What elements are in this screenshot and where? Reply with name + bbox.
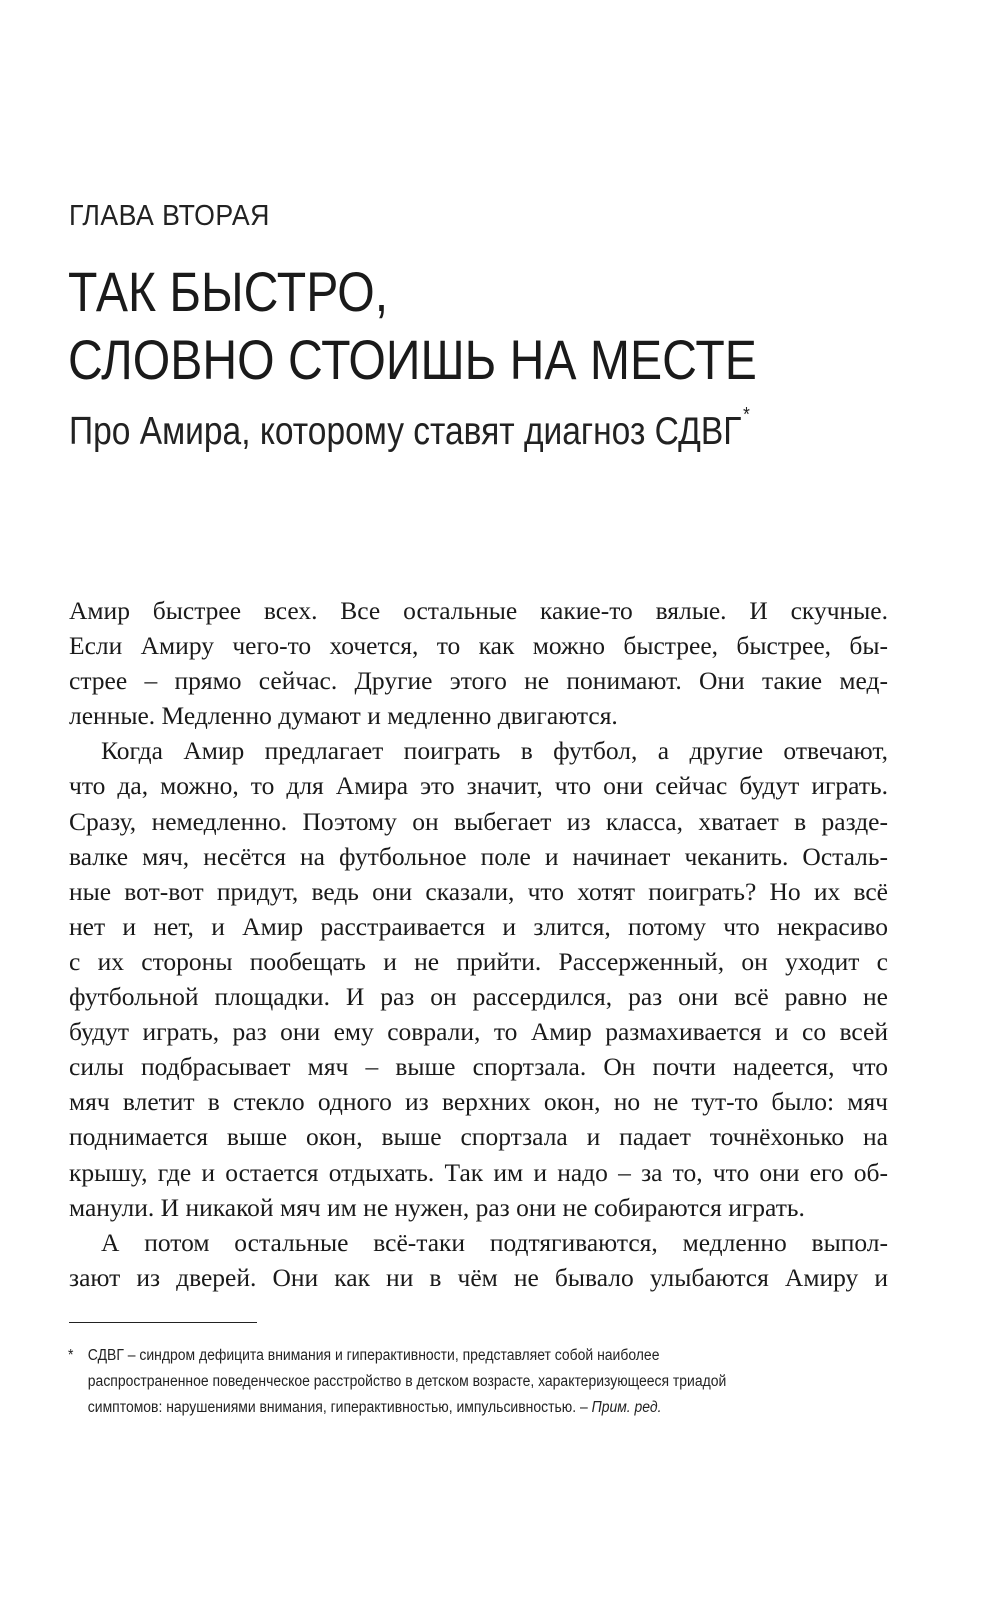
body-line: силы подбрасывает мяч – выше спортзала. Он почти надеется, что	[69, 1052, 888, 1082]
body-line: крышу, где и остается отдыхать. Так им и надо – за то, что они его об-	[69, 1157, 888, 1187]
chapter-subtitle	[69, 404, 750, 454]
body-text	[69, 593, 888, 1295]
chapter-label: ГЛАВА ВТОРАЯ	[69, 200, 270, 232]
body-line: Когда Амир предлагает поиграть в футбол, а другие отвечают,	[101, 736, 888, 766]
body-line: ные вот-вот придут, ведь они сказали, что хотят поиграть? Но их всё	[69, 876, 888, 906]
body-line: с их стороны пообещать и не прийти. Рассерженный, он уходит с	[69, 946, 888, 976]
chapter-title-line: ТАК БЫСТРО,	[68, 260, 389, 323]
footnote-text: СДВГ – синдром дефицита внимания и гиперактивности, представляет собой наиболее	[87, 1347, 660, 1364]
body-line: что да, можно, то для Амира это значит, что они сейчас будут играть.	[69, 771, 888, 801]
footnote	[68, 1343, 788, 1421]
body-line: Сразу, немедленно. Поэтому он выбегает из класса, хватает в разде-	[69, 806, 888, 836]
body-line: Если Амиру чего-то хочется, то как можно быстрее, быстрее, бы-	[69, 631, 888, 661]
body-line: манули. И никакой мяч им не нужен, раз они не собираются играть.	[69, 1192, 805, 1222]
body-line: А потом остальные всё-таки подтягиваются, медленно выпол-	[101, 1227, 888, 1257]
chapter-title	[68, 258, 757, 394]
footnote-line: распространенное поведенческое расстройство в детском возрасте, характеризующееся триадой	[87, 1373, 727, 1390]
body-line: мяч влетит в стекло одного из верхних окон, но не тут-то было: мяч	[69, 1087, 888, 1117]
body-line: футбольной площадки. И раз он рассердился, раз они всё равно не	[69, 982, 888, 1012]
body-line: валке мяч, несётся на футбольное поле и начинает чеканить. Осталь-	[69, 841, 888, 871]
footnote-rule	[69, 1322, 257, 1323]
footnote-mark: *	[68, 1347, 74, 1364]
editor-note: Прим. ред.	[591, 1399, 662, 1416]
body-line: поднимается выше окон, выше спортзала и падает точнёхонько на	[69, 1122, 888, 1152]
footnote-text: симптомов: нарушениями внимания, гиперактивностью, импульсивностью. –	[87, 1399, 588, 1416]
body-line: ленные. Медленно думают и медленно двигаются.	[69, 701, 618, 731]
body-line: будут играть, раз они ему соврали, то Амир размахивается и со всей	[69, 1017, 888, 1047]
footnote-reference-mark: *	[743, 404, 750, 426]
body-line: стрее – прямо сейчас. Другие этого не понимают. Они такие мед-	[69, 666, 888, 696]
chapter-subtitle-text: Про Амира, которому ставят диагноз СДВГ	[69, 410, 742, 453]
body-line: нет и нет, и Амир расстраивается и злится, потому что некрасиво	[69, 911, 888, 941]
footnote-line	[68, 1343, 788, 1369]
chapter-title-line: СЛОВНО СТОИШЬ НА МЕСТЕ	[68, 328, 757, 391]
body-line: зают из дверей. Они как ни в чём не бывало улыбаются Амиру и	[69, 1262, 888, 1292]
footnote-line	[68, 1395, 788, 1421]
body-line: Амир быстрее всех. Все остальные какие-то вялые. И скучные.	[69, 596, 888, 625]
